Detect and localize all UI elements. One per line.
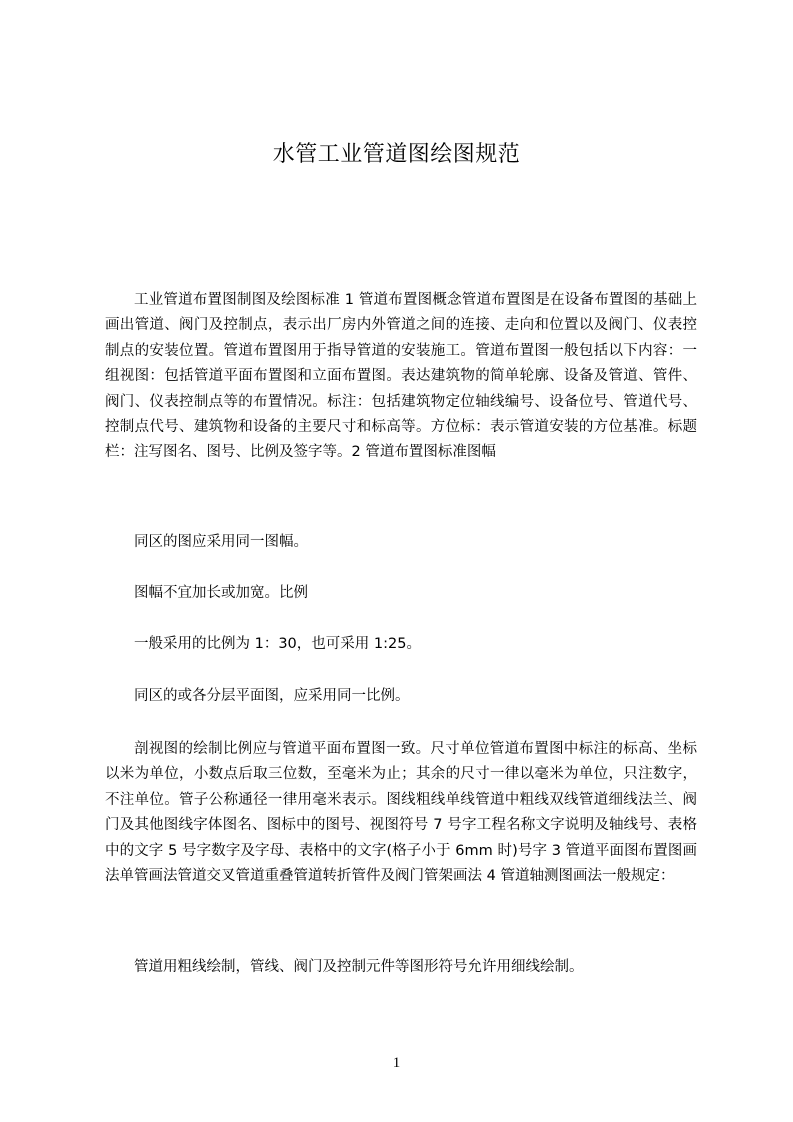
- paragraph-scale: 一般采用的比例为 1：30，也可采用 1:25。: [134, 636, 421, 652]
- paragraph-sheet-size: 图幅不宜加长或加宽。比例: [134, 585, 308, 601]
- paragraph-overview: 工业管道布置图制图及绘图标准 1 管道布置图概念管道布置图是在设备布置图的基础上画出管道、阀门及控制点，表示出厂房内外管道之间的连接、走向和位置以及阀门、仪表控制点的安装位置。管道布置图用于指导管道的安装施工。管道布置图一般包括以下内容：一组视图：包括管道平面布置图和立面布置图。表达建筑物的简单轮廓、设备及管道、管件、阀门、仪表控制点等的布置情况。标注：包括建筑物定位轴线编号、设备位号、管道代号、控制点代号、建筑物和设备的主要尺寸和标高等。方位标：表示管道安装的方位基准。标题栏：注写图名、图号、比例及签字等。2 管道布置图标准图幅: [105, 292, 697, 461]
- paragraph-line-drawing: 管道用粗线绘制，管线、阀门及控制元件等图形符号允许用细线绘制。: [134, 959, 584, 975]
- page-title: 水管工业管道图绘图规范: [272, 142, 521, 167]
- paragraph-section-view: 剖视图的绘制比例应与管道平面布置图一致。尺寸单位管道布置图中标注的标高、坐标以米为单位，小数点后取三位数，至毫米为止；其余的尺寸一律以毫米为单位，只注数字，不注单位。管子公称通径一律用毫米表示。图线粗线单线管道中粗线双线管道细线法兰、阀门及其他图线字体图名、图标中的图号、视图符号 7 号字工程名称文字说明及轴线号、表格中的文字 5 号字数字及字母、表格中的文字(格子小于 6mm 时)号字 3 管道平面图布置图画法单管画法管道交叉管道重叠管道转折管件及阀门管架画法 4 管道轴测图画法一般规定：: [105, 741, 697, 885]
- paragraph-same-sheet: 同区的图应采用同一图幅。: [134, 534, 308, 550]
- page-number: 1: [392, 1055, 401, 1071]
- paragraph-same-scale: 同区的或各分层平面图，应采用同一比例。: [134, 688, 410, 704]
